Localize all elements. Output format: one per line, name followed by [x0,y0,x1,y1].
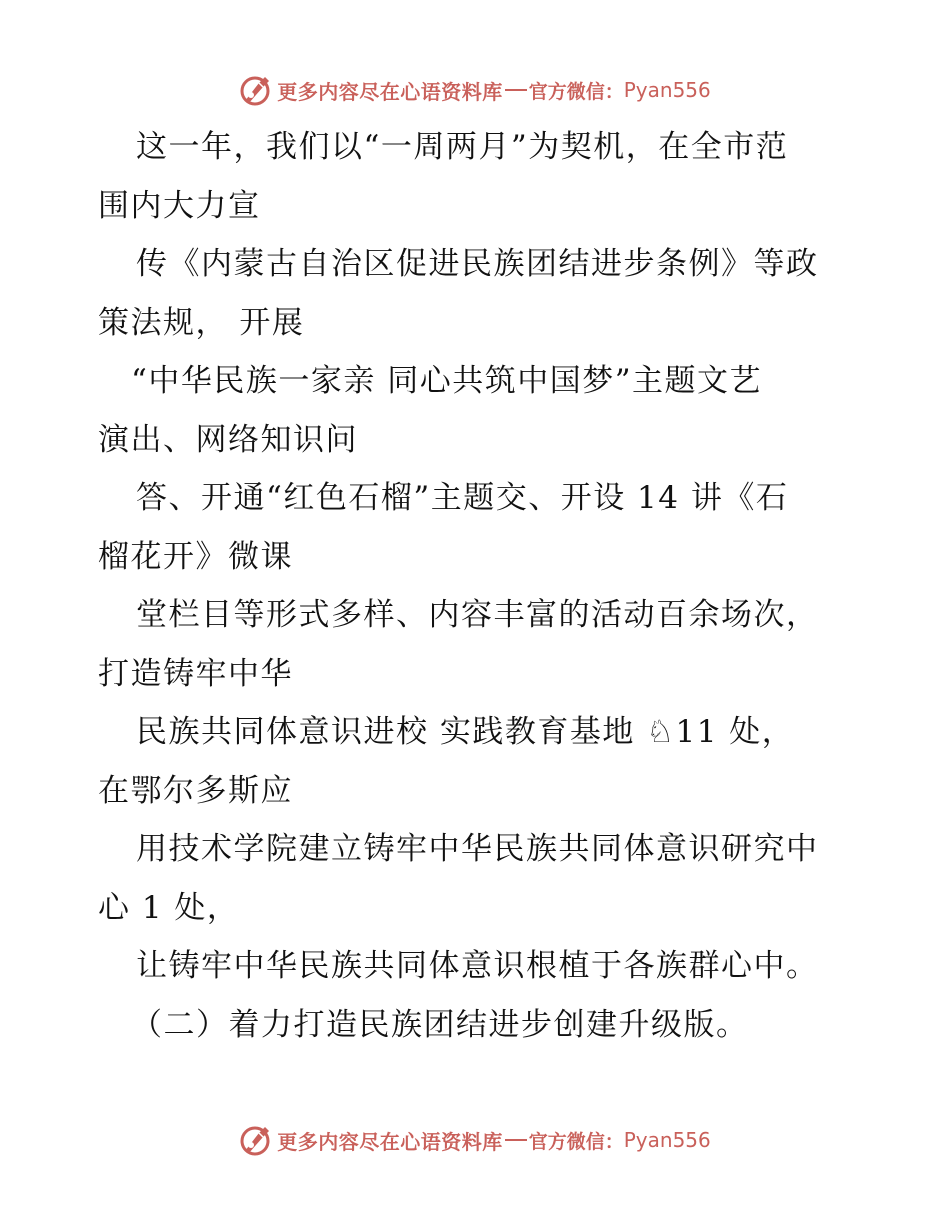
body-line-15: 让铸牢中华民族共同体意识根植于各族群心中。 [136,948,819,984]
body-line-5: “中华民族一家亲 同心共筑中国梦”主题文艺 [131,363,763,399]
body-line-9: 堂栏目等形式多样、内容丰富的活动百余场次， [136,597,819,633]
header-banner [0,70,950,110]
body-line-1: 这一年，我们以“一周两月”为契机，在全市范 [136,129,789,165]
footer-wechat-label: 官方微信： [528,1130,624,1153]
body-line-8: 榴花开》微课 [98,538,293,575]
body-line-7: 答、开通“红色石榴”主题交、开设 14 讲《石 [136,480,789,516]
body-line-12: 在鄂尔多斯应 [98,772,293,809]
body-line-13: 用技术学院建立铸牢中华民族共同体意识研究中 [136,831,819,867]
body-line-6: 演出、网络知识问 [98,421,358,458]
body-line-10: 打造铸牢中华 [98,655,293,692]
body-line-3: 传《内蒙古自治区促进民族团结进步条例》等政 [136,246,819,282]
header-brand-text: 更多内容尽在心语资料库 [277,79,503,104]
pen-logo-icon [239,1123,273,1157]
body-line-2: 围内大力宣 [98,187,261,224]
footer-banner [0,1120,950,1160]
footer-brand-text: 更多内容尽在心语资料库 [277,1129,503,1154]
body-line-11: 民族共同体意识进校 实践教育基地 ♘11 处， [136,714,795,750]
header-wechat-label: 官方微信： [528,80,624,103]
document-body [98,118,858,1054]
body-line-4: 策法规， 开展 [98,304,305,341]
pen-logo-icon [239,73,273,107]
header-wechat-id: Pyan556 [623,78,711,102]
body-line-14: 心 1 处， [98,889,240,926]
section-heading: （二）着力打造民族团结进步创建升级版。 [131,1006,749,1043]
footer-dash [505,1139,527,1141]
footer-wechat-id: Pyan556 [623,1128,711,1152]
header-dash [505,89,527,91]
